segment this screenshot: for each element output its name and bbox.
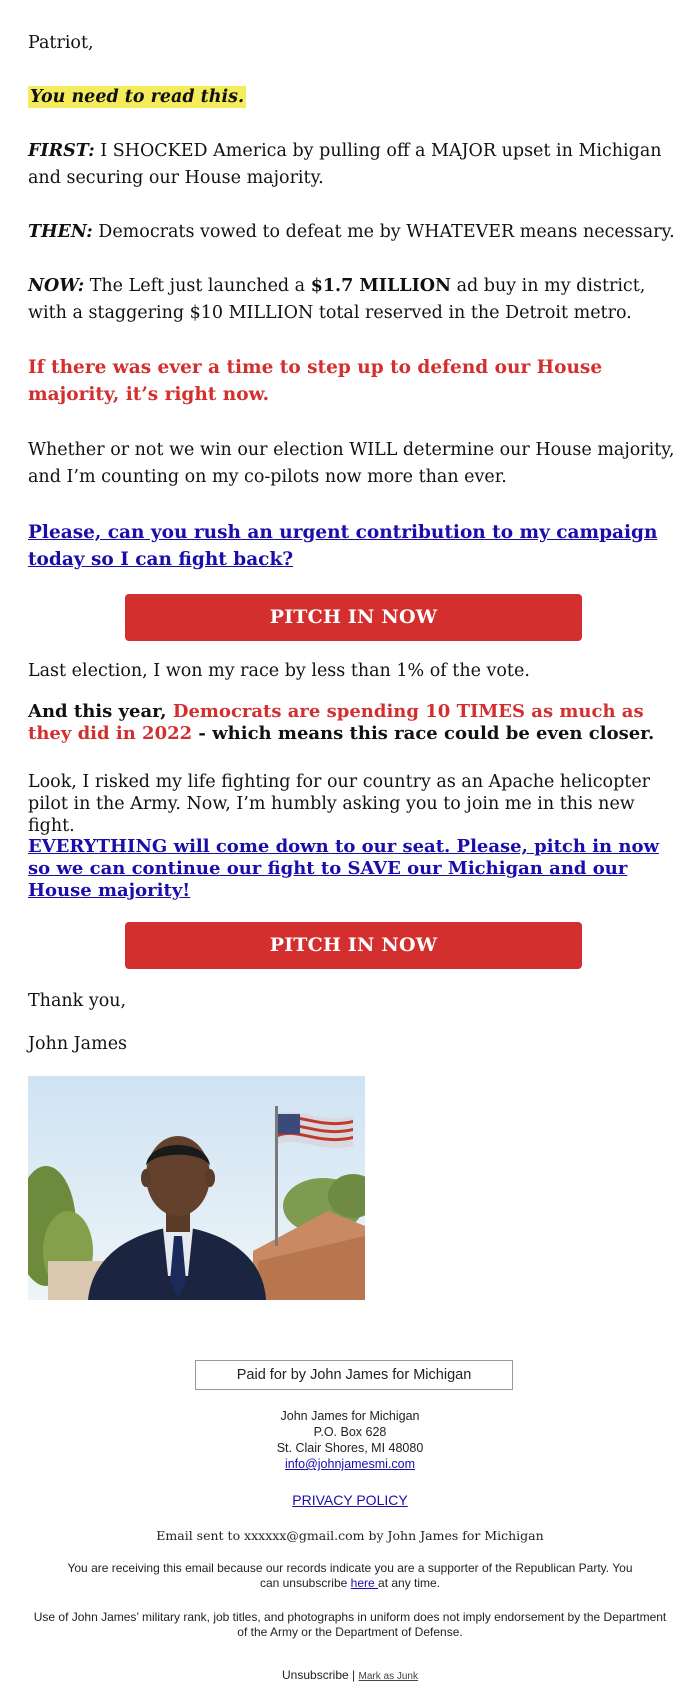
po-box: P.O. Box 628 xyxy=(313,1425,387,1439)
privacy-row xyxy=(0,1492,700,1508)
receiving-text-b: at any time. xyxy=(378,1576,441,1590)
receiving-notice xyxy=(60,1561,640,1591)
pitch-in-button-2[interactable]: PITCH IN NOW xyxy=(125,922,582,969)
paid-for-box: Paid for by John James for Michigan xyxy=(195,1360,513,1390)
unsubscribe-row xyxy=(0,1668,700,1682)
greeting: Patriot, xyxy=(28,33,94,53)
everything-link[interactable]: EVERYTHING will come down to our seat. Please, pitch in now so we can continue our fight to SAVE our Michigan and our House majority! xyxy=(28,836,659,901)
signature: John James xyxy=(28,1034,128,1054)
everything-paragraph xyxy=(28,836,678,902)
first-label: FIRST: xyxy=(28,141,95,161)
then-paragraph xyxy=(28,219,678,246)
contact-email-link[interactable]: info@johnjamesmi.com xyxy=(284,1457,416,1471)
highlight-line xyxy=(28,84,678,111)
first-paragraph xyxy=(28,138,678,192)
sent-to-line: Email sent to xxxxxx@gmail.com by John James for Michigan xyxy=(156,1528,544,1543)
first-text: I SHOCKED America by pulling off a MAJOR upset in Michigan and securing our House majority. xyxy=(28,141,662,188)
address-block xyxy=(0,1408,700,1472)
this-year-paragraph xyxy=(28,701,678,745)
this-year-red: Democrats are spending 10 TIMES as much as they did in 2022 xyxy=(28,701,644,744)
now-label: NOW: xyxy=(28,276,85,296)
unsubscribe-link[interactable]: Unsubscribe xyxy=(282,1668,349,1682)
privacy-policy-link[interactable]: PRIVACY POLICY xyxy=(292,1492,408,1508)
receiving-text-a: You are receiving this email because our records indicate you are a supporter of the Republican Party. You can unsubscribe xyxy=(67,1561,633,1590)
red-statement: If there was ever a time to step up to defend our House majority, it’s right now. xyxy=(28,357,603,405)
thank-you: Thank you, xyxy=(28,991,127,1011)
unsubscribe-here-link[interactable]: here xyxy=(350,1576,379,1590)
look-paragraph: Look, I risked my life fighting for our country as an Apache helicopter pilot in the Army. Now, I’m humbly asking you to join me in this new fight. xyxy=(28,772,651,836)
candidate-photo xyxy=(28,1076,365,1300)
rush-link[interactable]: Please, can you rush an urgent contribution to my campaign today so I can fight back? xyxy=(28,522,658,570)
now-amount: $1.7 MILLION xyxy=(310,276,451,296)
whether-paragraph: Whether or not we win our election WILL determine our House majority, and I’m counting on my co-pilots now more than ever. xyxy=(28,440,675,487)
candidate-photo-illustration xyxy=(28,1076,365,1300)
org-name: John James for Michigan xyxy=(280,1409,420,1423)
footer-separator: | xyxy=(352,1668,356,1682)
mark-as-junk-link[interactable]: Mark as Junk xyxy=(358,1671,418,1682)
this-year-a: And this year, xyxy=(28,701,173,722)
last-election-text: Last election, I won my race by less than 1% of the vote. xyxy=(28,661,530,681)
now-paragraph xyxy=(28,273,678,327)
now-text-b: ad buy in my district, with a staggering $10 MILLION total reserved in the Detroit metro. xyxy=(28,276,646,323)
military-disclaimer: Use of John James’ military rank, job titles, and photographs in uniform does not imply endorsement by the Department of the Army or the Department of Defense. xyxy=(33,1610,667,1639)
this-year-b: - which means this race could be even closer. xyxy=(192,723,655,744)
then-label: THEN: xyxy=(28,222,93,242)
pitch-in-button-1[interactable]: PITCH IN NOW xyxy=(125,594,582,641)
highlighted-text: You need to read this. xyxy=(30,87,245,107)
then-text: Democrats vowed to defeat me by WHATEVER means necessary. xyxy=(92,222,675,242)
rush-paragraph xyxy=(28,519,678,573)
city-line: St. Clair Shores, MI 48080 xyxy=(276,1441,424,1455)
now-text-a: The Left just launched a xyxy=(84,276,311,296)
